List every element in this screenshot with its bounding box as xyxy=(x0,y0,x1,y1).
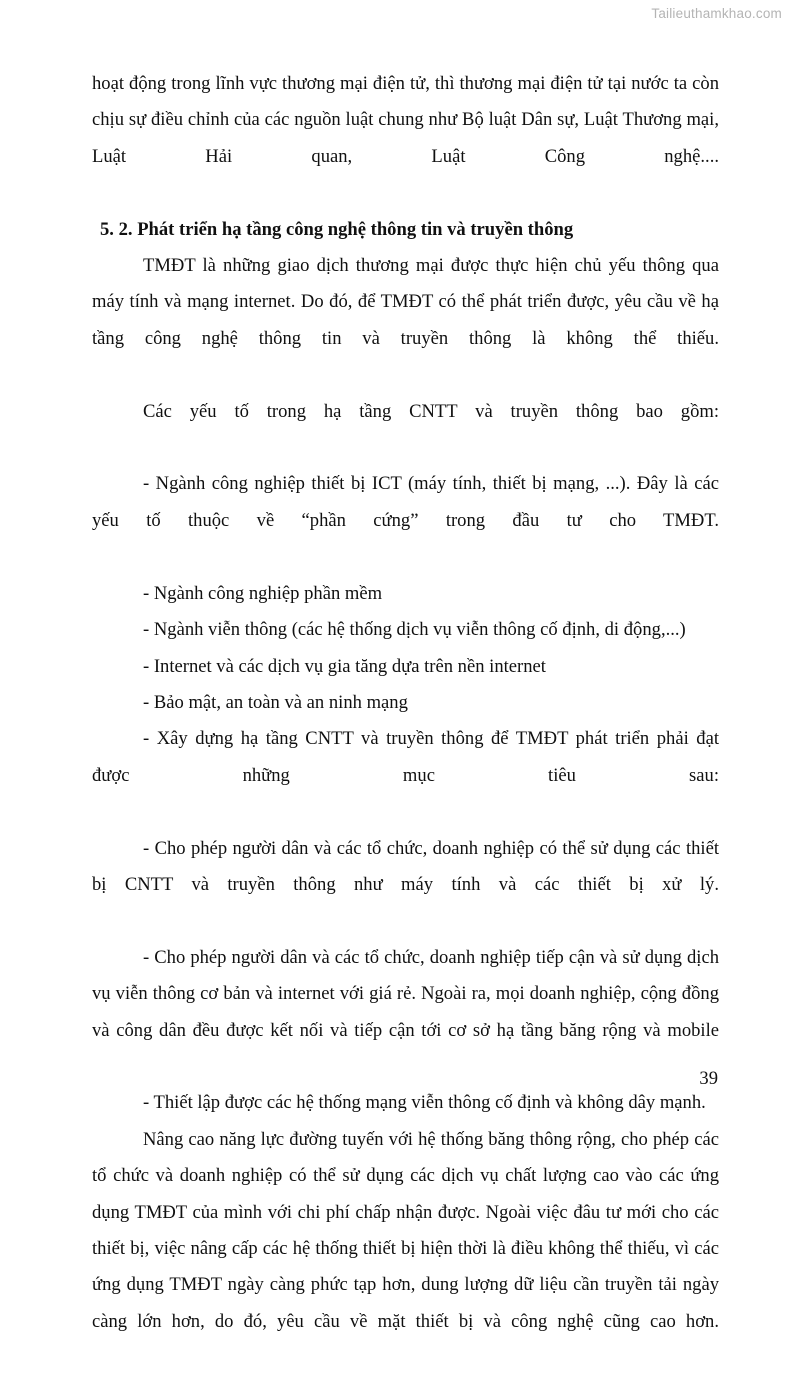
bullet-line: - Ngành viễn thông (các hệ thống dịch vụ viễn thông cố định, di động,...) xyxy=(143,619,686,641)
body-paragraph: - Ngành công nghiệp thiết bị ICT (máy tính, thiết bị mạng, ...). Đây là các yếu tố thuộc về “phần cứng” trong đầu tư cho TMĐT. xyxy=(92,473,719,531)
bullet-line: - Thiết lập được các hệ thống mạng viễn thông cố định và không dây mạnh. xyxy=(143,1092,706,1114)
body-paragraph: hoạt động trong lĩnh vực thương mại điện tử, thì thương mại điện tử tại nước ta còn chịu sự điều chỉnh của các nguồn luật chung như Bộ luật Dân sự, Luật Thương mại, Luật Hải quan, Luật Công nghệ.... xyxy=(92,73,719,167)
body-paragraph: Nâng cao năng lực đường tuyến với hệ thống băng thông rộng, cho phép các tổ chức và doanh nghiệp có thể sử dụng các dịch vụ chất lượng cao vào các ứng dụng TMĐT của mình với chi phí chấp nhận được. Ngoài việc đâu tư mới cho các thiết bị, việc nâng cấp các hệ thống thiết bị hiện thời là điều không thể thiếu, vì các ứng dụng TMĐT ngày càng phức tạp hơn, dung lượng dữ liệu cần truyền tải ngày càng lớn hơn, do đó, yêu cầu về mặt thiết bị và công nghệ cũng cao hơn. xyxy=(92,1128,719,1332)
body-paragraph: TMĐT là những giao dịch thương mại được thực hiện chủ yếu thông qua máy tính và mạng internet. Do đó, để TMĐT có thể phát triển được, yêu cầu về hạ tầng công nghệ thông tin và truyền thông là không thể thiếu. xyxy=(92,255,719,349)
bullet-line: - Bảo mật, an toàn và an ninh mạng xyxy=(143,691,408,713)
body-paragraph: Các yếu tố trong hạ tầng CNTT và truyền thông bao gồm: xyxy=(143,400,719,422)
body-paragraph: - Xây dựng hạ tầng CNTT và truyền thông để TMĐT phát triển phải đạt được những mục tiêu sau: xyxy=(92,728,719,786)
watermark-text: Tailieuthamkhao.com xyxy=(651,6,782,21)
body-paragraph: - Cho phép người dân và các tổ chức, doanh nghiệp tiếp cận và sử dụng dịch vụ viễn thông cơ bản và internet với giá rẻ. Ngoài ra, mọi doanh nghiệp, cộng đồng và công dân đều được kết nối và tiếp cận tới cơ sở hạ tầng băng rộng và mobile xyxy=(92,946,719,1041)
body-paragraph: - Cho phép người dân và các tổ chức, doanh nghiệp có thể sử dụng các thiết bị CNTT và truyền thông như máy tính và các thiết bị xử lý. xyxy=(92,837,719,895)
document-body xyxy=(92,66,719,1377)
bullet-line: - Ngành công nghiệp phần mềm xyxy=(143,582,383,604)
section-heading: 5. 2. Phát triển hạ tầng công nghệ thông tin và truyền thông xyxy=(100,218,574,240)
bullet-line: - Internet và các dịch vụ gia tăng dựa trên nền internet xyxy=(143,655,546,677)
page-number: 39 xyxy=(699,1068,718,1089)
